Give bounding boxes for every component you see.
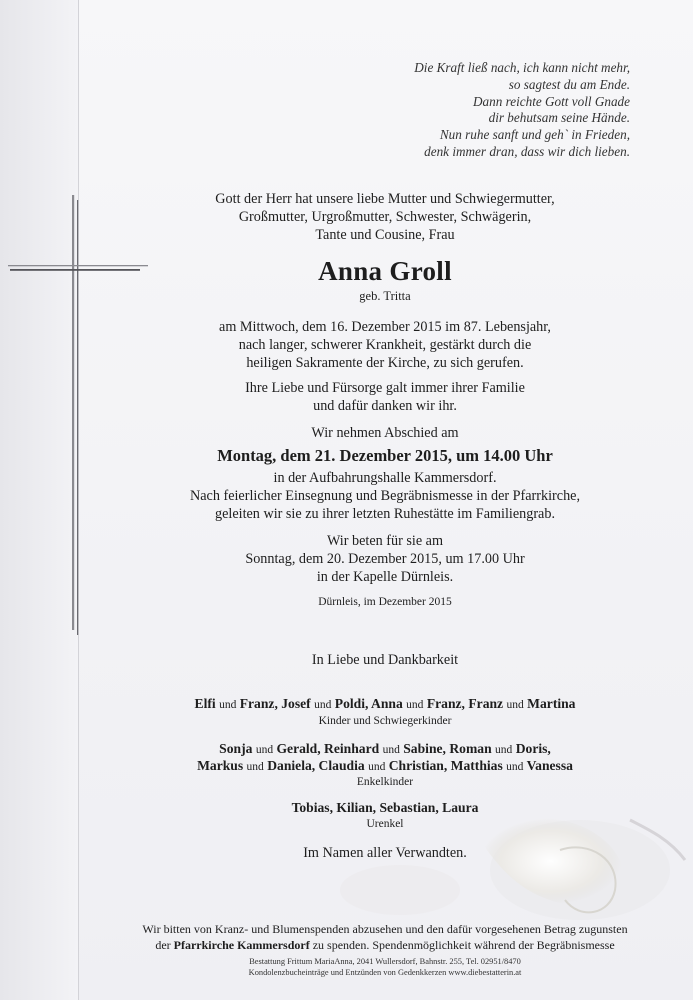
grandchildren-names-line2: [85, 757, 685, 776]
name-group: Gerald, Reinhard: [276, 741, 380, 756]
prayer-line: Wir beten für sie am: [326, 533, 444, 549]
prayer: [85, 532, 685, 586]
children-names: [85, 695, 685, 714]
place-date: Dürnleis, im Dezember 2015: [318, 596, 452, 608]
death-line: am Mittwoch, dem 16. Dezember 2015 im 87. Lebensjahr,: [219, 319, 551, 335]
name-group: Martina: [527, 696, 576, 711]
name-group: Elfi: [194, 696, 216, 711]
donation-line2: [85, 937, 685, 953]
name-group: Franz, Josef: [239, 696, 311, 711]
name-group: Sabine, Roman: [403, 741, 492, 756]
donation-recipient: Pfarrkirche Kammersdorf: [173, 938, 310, 952]
donation-line1: Wir bitten von Kranz- und Blumenspenden abzusehen und den dafür vorgesehenen Betrag zugunsten: [142, 922, 628, 936]
name-group: Poldi, Anna: [334, 696, 403, 711]
prayer-line: in der Kapelle Dürnleis.: [316, 569, 454, 585]
connector: und: [219, 699, 237, 711]
poem: [414, 60, 630, 161]
name-group: Vanessa: [526, 758, 573, 773]
farewell-line: geleiten wir sie zu ihrer letzten Ruhestätte im Familiengrab.: [215, 506, 555, 522]
birth-name: geb. Tritta: [359, 289, 411, 303]
great-grandchildren-role: Urenkel: [366, 818, 404, 830]
poem-line: denk immer dran, dass wir dich lieben.: [424, 143, 630, 159]
farewell-line: Nach feierlicher Einsegnung und Begräbnismesse in der Pfarrkirche,: [189, 488, 581, 504]
undertaker-line2: Kondolenzbucheinträge und Entzünden von Gedenkkerzen www.diebestatterin.at: [248, 968, 522, 977]
intro-line: Großmutter, Urgroßmutter, Schwester, Schwägerin,: [238, 209, 532, 225]
name-group: Christian, Matthias: [388, 758, 503, 773]
donation-post: zu spenden. Spendenmöglichkeit während der Begräbnismesse: [312, 938, 615, 952]
farewell-line: in der Aufbahrungshalle Kammersdorf.: [273, 470, 497, 486]
farewell-details: [85, 469, 685, 523]
poem-line: Dann reichte Gott voll Gnade: [473, 93, 630, 109]
farewell-date: Montag, dem 21. Dezember 2015, um 14.00 Uhr: [217, 446, 553, 465]
relatives-line: Im Namen aller Verwandten.: [303, 845, 467, 861]
intro-line: Tante und Cousine, Frau: [315, 227, 455, 243]
connector: und: [495, 744, 513, 756]
name-group: Sonja: [219, 741, 253, 756]
children-role: Kinder und Schwiegerkinder: [318, 715, 452, 727]
poem-line: dir behutsam seine Hände.: [488, 110, 630, 126]
intro: [85, 190, 685, 244]
thanks-line: Ihre Liebe und Fürsorge galt immer ihrer Familie: [245, 380, 525, 396]
deceased-name: Anna Groll: [318, 256, 452, 286]
prayer-line: Sonntag, dem 20. Dezember 2015, um 17.00 Uhr: [245, 551, 525, 567]
name-group: Doris,: [515, 741, 551, 756]
undertaker-line1: Bestattung Frittum MariaAnna, 2041 Wullersdorf, Bahnstr. 255, Tel. 02951/8470: [249, 957, 521, 966]
death-line: heiligen Sakramente der Kirche, zu sich gerufen.: [246, 355, 524, 371]
poem-line: Nun ruhe sanft und geh` in Frieden,: [439, 127, 630, 143]
connector: und: [406, 699, 424, 711]
name-group: Franz, Franz: [426, 696, 504, 711]
connector: und: [246, 761, 264, 773]
great-grandchildren-names: Tobias, Kilian, Sebastian, Laura: [291, 800, 479, 815]
connector: und: [506, 761, 524, 773]
thanks-line: und dafür danken wir ihr.: [313, 398, 457, 414]
death-line: nach langer, schwerer Krankheit, gestärkt durch die: [238, 337, 532, 353]
poem-line: so sagtest du am Ende.: [508, 76, 630, 92]
intro-line: Gott der Herr hat unsere liebe Mutter und Schwiegermutter,: [215, 191, 555, 207]
connector: und: [368, 761, 386, 773]
grandchildren-role: Enkelkinder: [356, 776, 414, 788]
name-group: Daniela, Claudia: [267, 758, 365, 773]
donation-pre: der: [155, 938, 171, 952]
name-group: Markus: [197, 758, 244, 773]
connector: und: [314, 699, 332, 711]
connector: und: [382, 744, 400, 756]
death-notice: [85, 318, 685, 372]
connector: und: [255, 744, 274, 756]
connector: und: [506, 699, 524, 711]
thanks: [85, 379, 685, 415]
love-line: In Liebe und Dankbarkeit: [311, 652, 459, 668]
poem-line: Die Kraft ließ nach, ich kann nicht mehr,: [414, 60, 630, 75]
farewell-intro: Wir nehmen Abschied am: [311, 425, 459, 441]
